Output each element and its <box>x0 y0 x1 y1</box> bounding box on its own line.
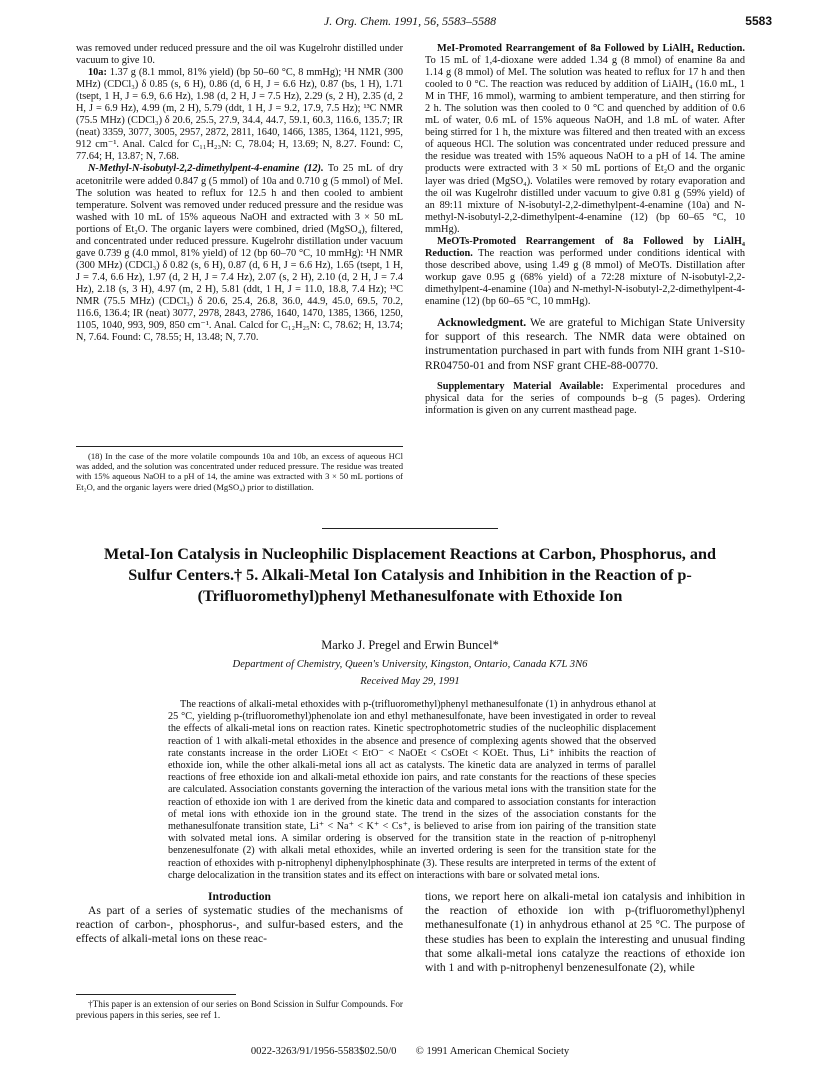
page-footer <box>0 1046 820 1057</box>
dagger-rule <box>76 994 236 995</box>
article-separator <box>322 528 498 529</box>
intro-left-text: As part of a series of systematic studies of the mechanisms of reaction of carbon-, phosphorus-, and sulfur-based esters, and the effects of alkali-metal ions on these reac- <box>76 904 403 946</box>
compound-12-paragraph: N-Methyl-N-isobutyl-2,2-dimethylpent-4-enamine (12). To 25 mL of dry acetonitrile were added 0.847 g (5 mmol) of 10a and 0.710 g (5 mmol) of MeI. The solution was heated to reflux for 12.5 h and then cooled to ambient temperature. Solvent was removed under reduced pressure and the residue was washed with 10 mL of 15% aqueous NaOH and extracted with 3 × 50 mL portions of Et₂O. The organic layers were combined, dried (MgSO₄), filtered, and concentrated under reduced pressure. Kugelrohr distillation under vacuum gave 0.739 g (4.0 mmol, 81% yield) of 12 (bp 60–70 °C, 10 mmHg): ¹H NMR (300 MHz) (CDCl₃) δ 0.82 (s, 6 H), 0.87 (d, 6 H, J = 6.6 Hz), 1.65 (tsept, 1 H, J = 7.4, 6.6 Hz), 1.97 (d, 2 H, J = 7.4 Hz), 2.07 (s, 2 H), 2.10 (d, 2 H, J = 7.4 Hz), 2.18 (s, 3 H), 4.97 (m, 2 H), 5.81 (ddt, 1 H, J = 11.0, 18.8, 7.4 Hz); ¹³C NMR (75.5 MHz) (CDCl₃) δ 20.6, 25.4, 26.8, 36.0, 44.9, 45.0, 69.5, 70.2, 116.6, 136.4; IR (neat) 3077, 2978, 2843, 2786, 1640, 1470, 1385, 1366, 1250, 1105, 1040, 993, 909, 850 cm⁻¹. Anal. Calcd for C₁₂H₂₅N: C, 78.62; H, 13.74; N, 7.64. Found: C, 78.55; H, 13.48; N, 7.70. <box>76 163 404 344</box>
continued-paragraph: was removed under reduced pressure and the oil was Kugelrohr distilled under vacuum to give 10. <box>76 43 403 67</box>
affiliation: Department of Chemistry, Queen's University, Kingston, Ontario, Canada K7L 3N6 <box>232 659 588 670</box>
footnote-18: (18) In the case of the more volatile compounds 10a and 10b, an excess of aqueous HCl was added, and the solution was concentrated under reduced pressure. The residue was treated with 15% aqueous NaOH to a pH of 14, the amine was extracted with 3 × 50 mL portions of Et₂O, and the organic layers were dried (MgSO₄) prior to distillation. <box>76 451 403 492</box>
intro-right-text: tions, we report here on alkali-metal ion catalysis and inhibition in the reaction of ethoxide ion with p-(trifluoromethyl)phenyl methanesulfonate (1) in anhydrous ethanol at 25 °C. The purpose of these studies has been to explain the interesting and unusual finding that some alkali-metal ions catalyze the reactions of ethoxide ion with 1 and with p-nitrophenyl benzenesulfonate (2), while <box>425 890 745 975</box>
article-title: Metal-Ion Catalysis in Nucleophilic Displacement Reactions at Carbon, Phosphorus, and Sulfur Centers.† 5. Alkali-Metal Ion Catalysis and Inhibition in the Reaction of p-(Trifluoromethyl)phenyl Methanesulfonate with Ethoxide Ion <box>103 545 716 605</box>
intro-heading: Introduction <box>208 890 271 903</box>
right-column <box>425 43 745 417</box>
page-number: 5583 <box>745 14 772 28</box>
left-column <box>76 43 403 344</box>
received-date: Received May 29, 1991 <box>360 676 460 687</box>
acknowledgment: Acknowledgment. We are grateful to Michigan State University for support of this research. The NMR data were obtained on instrumentation purchased in part with funds from NIH grant 1-S10-RR04750-01 and from NSF grant CHE-88-00770. <box>425 316 745 372</box>
copyright: © 1991 American Chemical Society <box>415 1046 570 1057</box>
running-header <box>48 14 772 30</box>
intro-left-column <box>76 890 403 947</box>
article-code: 0022-3263/91/1956-5583$02.50/0 <box>250 1046 397 1057</box>
meots-rearrangement-paragraph: MeOTs-Promoted Rearrangement of 8a Followed by LiAlH₄ Reduction. The reaction was performed under conditions identical with those described above, using 1.49 g (8 mmol) of MeOTs. Distillation after workup gave 0.95 g (68% yield) of a 72:28 mixture of N-isobutyl-2,2-dimethylpent-4-enamine (10a) and N-methyl-N-isobutyl-2,2-dimethylpent-4-enamine (12) (bp 60–65 °C, 10 mmHg). <box>425 235 745 307</box>
authors: Marko J. Pregel and Erwin Buncel* <box>321 638 499 652</box>
intro-right-column <box>425 890 745 975</box>
mei-rearrangement-paragraph: MeI-Promoted Rearrangement of 8a Followed by LiAlH₄ Reduction. To 15 mL of 1,4-dioxane were added 1.34 g (8 mmol) of enamine 8a and 1.14 g (8 mmol) of MeI. The solution was heated to reflux for 17 h and then cooled to 0 °C. The reaction was reduced by addition of LiAlH₄ (16.0 mL, 1 M in THF, 16 mmol), warming to ambient temperature, and then stirring for 2 h. The solution was then cooled to 0 °C and quenched by addition of 0.6 mL of water, 0.6 mL of 15% aqueous NaOH, and 1.8 mL of water. After being stirred for 1 h, the mixture was filtered and then treated with an excess of aqueous HCl. The solution was concentrated under reduced pressure and the residue was treated with 15% aqueous NaOH to a pH of 14. The amine products were extracted with 3 × 50 mL portions of Et₂O and the organic layer was dried (MgSO₄). Volatiles were removed by rotary evaporation and the oil was Kugelrohr distilled under vacuum to give 0.81 g (59% yield) of an 89:11 mixture of N-isobutyl-2,2-dimethylpent-4-enamine (10a) and N-methyl-N-isobutyl-2,2-dimethylpent-4-enamine (12) (bp 60–65 °C, 10 mmHg). <box>425 43 745 235</box>
dagger-footnote: †This paper is an extension of our series on Bond Scission in Sulfur Compounds. For previous papers in this series, see ref 1. <box>76 999 403 1020</box>
running-title: J. Org. Chem. 1991, 56, 5583–5588 <box>323 14 497 28</box>
supplementary-material: Supplementary Material Available: Experimental procedures and physical data for the series of compounds b–g (5 pages). Ordering information is given on any current masthead page. <box>425 380 745 416</box>
footnote-rule <box>76 446 403 447</box>
abstract: The reactions of alkali-metal ethoxides with p-(trifluoromethyl)phenyl methanesulfonate (1) in anhydrous ethanol at 25 °C, yielding p-(trifluoromethyl)phenolate ion and ethyl methanesulfonate, have been investigated in order to reveal the effects of alkali-metal ions on reaction rates. Kinetic spectrophotometric studies of the nucleophilic displacement reaction of 1 with alkali-metal ethoxides in the absence and presence of complexing agents showed that the observed rate constants increase in the order LiOEt < EtO⁻ < NaOEt < CsOEt < KOEt. Thus, Li⁺ inhibits the reaction of ethoxide ion, while the other alkali-metal ions all act as catalysts. The kinetic data are analyzed in terms of parallel reactions of free ethoxide ion and alkali-metal ethoxide ion pairs, and rate constants for the reactions of these species are calculated. Association constants governing the interaction of the various metal ions with the transition state for the reaction of ethoxide ion with 1 are derived from the kinetic data and compared to association constants for interaction of metal ions with ethoxide ion in the ground state. The trend in the sizes of the association constants for the methanesulfonate transition state, Li⁺ < Na⁺ < K⁺ < Cs⁺, is believed to arise from ion pairing of the transition state with solvated metal ions. A similar ordering is observed for the transition state in the reaction of p-nitrophenyl benzenesulfonate (2) with alkali metal ethoxides, while an inverted ordering is seen for the transition state for the reaction of ethoxides with p-nitrophenyl diphenylphosphinate (3). These results are interpreted in terms of the extent of charge delocalization in the transition states and its effect on interactions with bare or solvated metal ions. <box>168 699 656 881</box>
compound-10a-paragraph: 10a: 1.37 g (8.1 mmol, 81% yield) (bp 50–60 °C, 8 mmHg); ¹H NMR (300 MHz) (CDCl₃) δ 0.85 (s, 6 H), 0.86 (d, 6 H, J = 6.6 Hz), 0.87 (bs, 1 H), 1.71 (tsept, 1 H, J = 6.9, 6.6 Hz), 1.98 (d, 2 H, J = 7.5 Hz), 2.29 (s, 2 H), 2.35 (d, 2 H, J = 6.9 Hz), 4.99 (m, 2 H), 5.79 (ddt, 1 H, J = 9.2, 17.9, 7.5 Hz); ¹³C NMR (75.5 MHz) (CDCl₃) δ 20.6, 25.5, 27.9, 34.4, 44.7, 59.1, 60.3, 116.6, 135.7; IR (neat) 3359, 3077, 3005, 2957, 2872, 2811, 1640, 1466, 1385, 1364, 1121, 995, 912 cm⁻¹. Anal. Calcd for C₁₁H₂₃N: C, 78.04; H, 13.69; N, 8.27. Found: C, 77.64; H, 13.87; N, 7.68. <box>76 67 404 163</box>
